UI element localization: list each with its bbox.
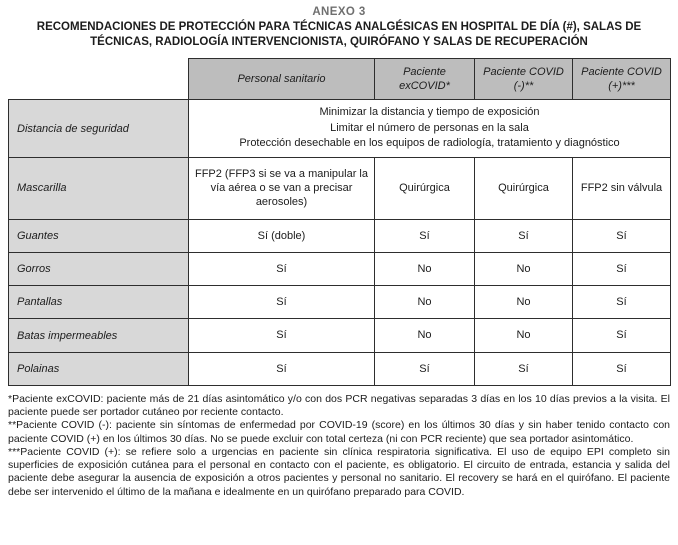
table-cell: Sí: [375, 219, 475, 252]
row-label-gorros: Gorros: [9, 252, 189, 285]
table-row-polainas: [9, 352, 671, 385]
merged-cell-line: Limitar el número de personas en la sala: [330, 121, 529, 134]
table-cell: Sí: [573, 319, 671, 352]
table-cell: Quirúrgica: [375, 157, 475, 219]
table-cell: No: [475, 319, 573, 352]
table-cell: Sí (doble): [189, 219, 375, 252]
table-row-batas-impermeables: [9, 319, 671, 352]
page-subtitle: RECOMENDACIONES DE PROTECCIÓN PARA TÉCNICAS ANALGÉSICAS EN HOSPITAL DE DÍA (#), SALAS DE TÉCNICAS, RADIOLOGÍA INTERVENCIONISTA, QUIRÓFANO Y SALAS DE RECUPERACIÓN: [36, 21, 642, 48]
table-cell: No: [375, 252, 475, 285]
table-cell: Sí: [375, 352, 475, 385]
table-cell: Sí: [189, 252, 375, 285]
table-header-row: [9, 58, 671, 100]
table-cell: Sí: [189, 286, 375, 319]
row-label-batas-impermeables: Batas impermeables: [9, 319, 189, 352]
table-row-gorros: [9, 252, 671, 285]
table-cell: Sí: [475, 352, 573, 385]
table-cell: Sí: [573, 252, 671, 285]
row-label-distancia-de-seguridad: Distancia de seguridad: [9, 100, 189, 157]
table-cell: FFP2 (FFP3 si se va a manipular la vía aérea o se van a precisar aerosoles): [189, 157, 375, 219]
table-cell: No: [375, 286, 475, 319]
table-cell: Sí: [189, 319, 375, 352]
table-cell: Sí: [475, 219, 573, 252]
footnote-covid-positivo: ***Paciente COVID (+): se refiere solo a urgencias en paciente sin clínica respiratoria significativa. El uso de equipo EPI completo sin superficies de exposición cutánea para el personal en contacto con el paciente, es obligatorio. El circuito de entrada, estancia y salida del paciente debe asegurar la ausencia de exposición a otros pacientes y personal no sanitario. El recovery se hará en el quirófano. El paciente debe ser intervenido el último de la mañana e idealmente en un quirófano preparado para COVID.: [8, 445, 670, 498]
table-cell: Quirúrgica: [475, 157, 573, 219]
footnotes-section: [8, 393, 670, 499]
footnote-covid-negativo: **Paciente COVID (-): paciente sin síntomas de enfermedad por COVID-19 (score) en los últimos 30 días y sin haber tenido contacto con paciente COVID (+) en los últimos 30 días. No se puede excluir con total certeza (ni con PCR reciente) que sea portador asintomático.: [8, 419, 670, 445]
table-cell: Sí: [573, 352, 671, 385]
table-cell: FFP2 sin válvula: [573, 157, 671, 219]
corner-cell: [9, 58, 189, 100]
merged-cell-line: Protección desechable en los equipos de radiología, tratamiento y diagnóstico: [239, 137, 620, 150]
page-title: ANEXO 3: [312, 6, 366, 18]
column-header-paciente-excovid: Paciente exCOVID*: [375, 58, 475, 100]
recommendations-table: [8, 58, 671, 386]
table-row-guantes: [9, 219, 671, 252]
column-header-paciente-covid-negativo: Paciente COVID (-)**: [475, 58, 573, 100]
row-label-polainas: Polainas: [9, 352, 189, 385]
column-header-paciente-covid-positivo: Paciente COVID (+)***: [573, 58, 671, 100]
row-label-pantallas: Pantallas: [9, 286, 189, 319]
table-cell: No: [475, 252, 573, 285]
column-header-personal-sanitario: Personal sanitario: [189, 58, 375, 100]
table-cell: Sí: [573, 286, 671, 319]
footnote-excovid: *Paciente exCOVID: paciente más de 21 días asintomático y/o con dos PCR negativas separadas 3 días en los 10 días previos a la visita. El paciente puede ser portador cutáneo por reciente contacto.: [8, 393, 670, 419]
table-row-mascarilla: [9, 157, 671, 219]
table-cell: No: [475, 286, 573, 319]
table-cell: Sí: [189, 352, 375, 385]
table-row-distancia: [9, 100, 671, 157]
merged-cell-line: Minimizar la distancia y tiempo de exposición: [319, 106, 540, 119]
table-cell: Sí: [573, 219, 671, 252]
merged-cell-distancia: [189, 100, 671, 157]
row-label-mascarilla: Mascarilla: [9, 157, 189, 219]
table-row-pantallas: [9, 286, 671, 319]
row-label-guantes: Guantes: [9, 219, 189, 252]
table-cell: No: [375, 319, 475, 352]
